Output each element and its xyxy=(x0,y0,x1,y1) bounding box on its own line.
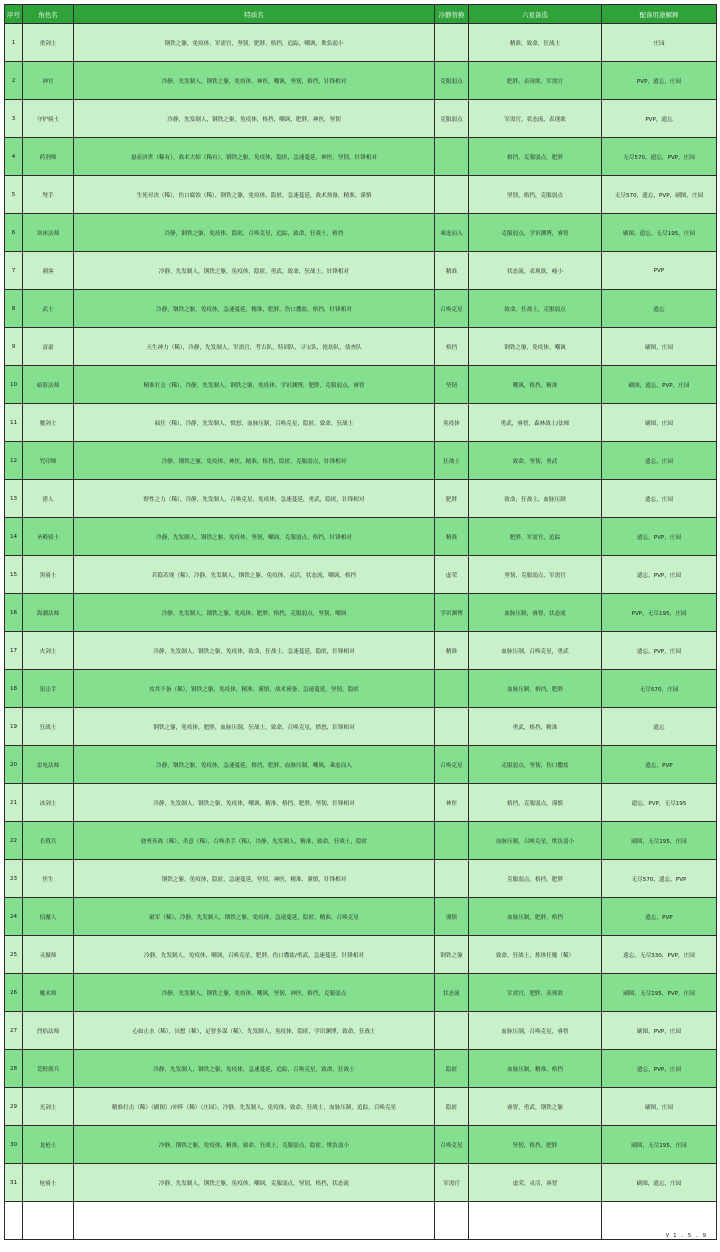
table-row xyxy=(5,936,717,974)
cell-six-backup: 坚韧，格挡，克服弱点 xyxy=(469,176,602,214)
cell-usage: 无尽570，遗忘，PVP，庄园 xyxy=(602,138,717,176)
cell-six-backup: 军需官，状态流，表现欲 xyxy=(469,100,602,138)
cell-six-backup: 格挡，克服弱点，谨慎 xyxy=(469,784,602,822)
cell-role: 长戟兵 xyxy=(23,822,74,860)
table-row xyxy=(5,632,717,670)
cell-cooldown xyxy=(435,138,469,176)
cell-index: 15 xyxy=(5,556,23,594)
table-row xyxy=(5,1164,717,1202)
cell-traits: 冷静，钢铁之躯，免疫体，隐匿，召唤克星，追踪，致命，狂战士，格挡 xyxy=(74,214,435,252)
cell-six-backup: 血脉压制，召唤克星，睿智 xyxy=(469,1012,602,1050)
cell-six-backup: 血脉压制，格挡，肥胖 xyxy=(469,670,602,708)
cell-usage: 遗忘，庄园 xyxy=(602,442,717,480)
header-usage: 配备用途解释 xyxy=(602,5,717,24)
cell-traits: 攻其不备（稀），钢铁之躯，免疫体，精准，谨慎，战术预备，急速蔓延，坚韧，隐匿 xyxy=(74,670,435,708)
table-row xyxy=(5,214,717,252)
cell-usage: 遗忘，PVP xyxy=(602,746,717,784)
cell-traits: 生死对决（稀），伤口腐蚀（稀），钢铁之躯，免疫体，隐匿，急速蔓延，战术预备，精准，谨慎 xyxy=(74,176,435,214)
cell-index: 2 xyxy=(5,62,23,100)
cell-usage: PVP xyxy=(602,252,717,290)
table-row xyxy=(5,24,717,62)
cell-usage: 刷图，无尽195，PVP，庄园 xyxy=(602,974,717,1012)
cell-six-backup: 军需官，肥胖，表现欲 xyxy=(469,974,602,1012)
cell-role: 魔剑士 xyxy=(23,404,74,442)
cell-usage: 刷图，无尽195，庄园 xyxy=(602,1126,717,1164)
cell-cooldown: 坚韧 xyxy=(435,366,469,404)
cell-index: 20 xyxy=(5,746,23,784)
cell-six-backup: 致命，狂战士，炼体狂魔（稀） xyxy=(469,936,602,974)
table-row xyxy=(5,556,717,594)
cell-usage: 刷图，遗忘，庄园 xyxy=(602,1164,717,1202)
table-row xyxy=(5,708,717,746)
cell-index: 4 xyxy=(5,138,23,176)
cell-traits: 冷静，先发制人，免疫体，嘲讽，召唤克星，肥胖，伤口撒盐/勇武，急速蔓延，针锋相对 xyxy=(74,936,435,974)
cell-usage: 刷图，无尽195，庄园 xyxy=(602,822,717,860)
cell-traits: 精准打击（稀）（刷图）/冲阵（稀）（庄园），冷静，先发制人，免疫体，致命，狂战士，血脉压制，追踪，召唤克星 xyxy=(74,1088,435,1126)
cell-usage: 遗忘，PVP，庄园 xyxy=(602,518,717,556)
cell-role: 狂战士 xyxy=(23,708,74,746)
cell-index: 22 xyxy=(5,822,23,860)
cell-usage: 遗忘，PVP，庄园 xyxy=(602,1050,717,1088)
cell-traits: 冷静，钢铁之躯，免疫体，神医，精准，格挡，隐匿，克服弱点，针锋相对 xyxy=(74,442,435,480)
cell-six-backup: 嘲讽，格挡，精准 xyxy=(469,366,602,404)
cell-six-backup: 虚荣，灵活，睿智 xyxy=(469,1164,602,1202)
cell-usage: 遗忘，PVP xyxy=(602,898,717,936)
cell-index: 24 xyxy=(5,898,23,936)
cell-role: 医生 xyxy=(23,860,74,898)
cell-role: 招魔人 xyxy=(23,898,74,936)
cell-usage: 遗忘，PVP，庄园 xyxy=(602,632,717,670)
cell-traits: 冷静，钢铁之躯，免疫体，急速蔓延，格挡，肥胖，血脉压制，嘲讽，乘虚而入 xyxy=(74,746,435,784)
cell-usage: 遗忘，PVP，无尽195 xyxy=(602,784,717,822)
cell-index: 10 xyxy=(5,366,23,404)
cell-six-backup: 肥胖，表现欲，军需官 xyxy=(469,62,602,100)
cell-six-backup: 血脉压制，召唤克星，欺负弱小 xyxy=(469,822,602,860)
table-row xyxy=(5,1088,717,1126)
cell-traits: 冷静，钢铁之躯，免疫体，精准，致命，狂战士，克服弱点，隐匿，欺负弱小 xyxy=(74,1126,435,1164)
cell-role: 灵摄师 xyxy=(23,936,74,974)
table-row xyxy=(5,898,717,936)
blank-row xyxy=(5,1202,717,1240)
cell-role: 魔术师 xyxy=(23,974,74,1012)
cell-traits: 冷静，先发制人，钢铁之躯，免疫体，坚韧，嘲讽，克服弱点，格挡，针锋相对 xyxy=(74,518,435,556)
cell-traits: 破军（稀），冷静，先发制人，钢铁之躯，免疫体，急速蔓延，隐匿，精准，召唤克星 xyxy=(74,898,435,936)
cell-role: 猎人 xyxy=(23,480,74,518)
cell-role: 药剂师 xyxy=(23,138,74,176)
cell-role: 寒冰法师 xyxy=(23,214,74,252)
cell-usage: 刷图，庄园 xyxy=(602,404,717,442)
cell-six-backup: 钢铁之躯，免疫体，嘲讽 xyxy=(469,328,602,366)
cell-role: 冰剑士 xyxy=(23,784,74,822)
cell-index: 19 xyxy=(5,708,23,746)
table-row xyxy=(5,328,717,366)
cell-six-backup: 血脉压制，召唤克星，勇武 xyxy=(469,632,602,670)
cell-index: 9 xyxy=(5,328,23,366)
cell-traits: 天生神力（稀），冷静，先发制人，军需官，考古队，特训队，寻宝队，抢劫队，侦查队 xyxy=(74,328,435,366)
cell-cooldown: 状态流 xyxy=(435,974,469,1012)
cell-usage: 无尽570，庄园 xyxy=(602,670,717,708)
cell-index: 17 xyxy=(5,632,23,670)
header-six-backup: 六星备选 xyxy=(469,5,602,24)
version-label: V1.5.9 xyxy=(602,1202,717,1240)
cell-traits: 悬壶济世（稀有），战术大师（稀有），钢铁之躯，免疫体，隐匿，急速蔓延，神医，坚韧，针锋相对 xyxy=(74,138,435,176)
cell-role: 弩手 xyxy=(23,176,74,214)
cell-index: 7 xyxy=(5,252,23,290)
table-row xyxy=(5,176,717,214)
cell-role: 烈焰法师 xyxy=(23,1012,74,1050)
cell-cooldown: 克服弱点 xyxy=(435,100,469,138)
header-role: 角色名 xyxy=(23,5,74,24)
cell-six-backup: 致命，狂战士，克服弱点 xyxy=(469,290,602,328)
cell-role: 神官 xyxy=(23,62,74,100)
cell-cooldown xyxy=(435,822,469,860)
cell-traits: 钢铁之躯，免疫体，肥胖，血脉压制，狂战士，致命，召唤克星，愤怒，针锋相对 xyxy=(74,708,435,746)
cell-traits: 若隐若现（稀），冷静，先发制人，钢铁之躯，免疫体，灵活，状态流，嘲讽，格挡 xyxy=(74,556,435,594)
cell-six-backup: 肥胖，军需官，追踪 xyxy=(469,518,602,556)
cell-usage: 庄园 xyxy=(602,24,717,62)
cell-six-backup: 克服弱点，学识渊博，睿智 xyxy=(469,214,602,252)
cell-six-backup: 血脉压制，精准，格挡 xyxy=(469,1050,602,1088)
cell-index: 6 xyxy=(5,214,23,252)
cell-six-backup: 克服弱点，格挡，肥胖 xyxy=(469,860,602,898)
cell-usage: 遗忘 xyxy=(602,708,717,746)
table-row xyxy=(5,366,717,404)
cell-role: 荒野佣兵 xyxy=(23,1050,74,1088)
cell-index: 23 xyxy=(5,860,23,898)
cell-usage: PVP，无尽195，庄园 xyxy=(602,594,717,632)
header-traits: 特质名 xyxy=(74,5,435,24)
trait-table xyxy=(4,4,717,1240)
cell-cooldown: 精准 xyxy=(435,252,469,290)
cell-usage: 刷图，庄园 xyxy=(602,1088,717,1126)
table-row xyxy=(5,404,717,442)
cell-index: 29 xyxy=(5,1088,23,1126)
cell-usage: 刷图，遗忘，PVP，庄园 xyxy=(602,366,717,404)
cell-index: 5 xyxy=(5,176,23,214)
cell-six-backup: 精准，致命，狂战士 xyxy=(469,24,602,62)
cell-traits: 野性之力（稀），冷静，先发制人，召唤克星，免疫体，急速蔓延，勇武，隐匿，针锋相对 xyxy=(74,480,435,518)
cell-six-backup: 格挡，克服弱点，肥胖 xyxy=(469,138,602,176)
cell-usage: 无尽570，遗忘，PVP，刷图，庄园 xyxy=(602,176,717,214)
cell-cooldown xyxy=(435,176,469,214)
cell-cooldown: 虚荣 xyxy=(435,556,469,594)
cell-six-backup: 坚韧，克服弱点，军需官 xyxy=(469,556,602,594)
header-index: 序号 xyxy=(5,5,23,24)
cell-six-backup: 血脉压制，睿智，状态流 xyxy=(469,594,602,632)
cell-six-backup: 坚韧，格挡，肥胖 xyxy=(469,1126,602,1164)
cell-six-backup: 睿智，勇武，钢铁之躯 xyxy=(469,1088,602,1126)
cell-traits: 冷静，先发制人，钢铁之躯，免疫体，格挡，嘲讽，肥胖，神医，坚韧 xyxy=(74,100,435,138)
table-row xyxy=(5,62,717,100)
cell-usage: 无尽570，遗忘，PVP xyxy=(602,860,717,898)
table-row xyxy=(5,1050,717,1088)
cell-traits: 冷静，先发制人，钢铁之躯，免疫体，隐匿，勇武，致命，狂战士，针锋相对 xyxy=(74,252,435,290)
table-row xyxy=(5,252,717,290)
table-row xyxy=(5,138,717,176)
cell-role: 雷电法师 xyxy=(23,746,74,784)
table-row xyxy=(5,670,717,708)
cell-role: 光剑士 xyxy=(23,1088,74,1126)
cell-role: 武士 xyxy=(23,290,74,328)
cell-index: 16 xyxy=(5,594,23,632)
cell-cooldown: 精准 xyxy=(435,632,469,670)
cell-cooldown: 召唤克星 xyxy=(435,746,469,784)
cell-cooldown: 召唤克星 xyxy=(435,290,469,328)
table-row xyxy=(5,594,717,632)
cell-cooldown: 免疫体 xyxy=(435,404,469,442)
table-row xyxy=(5,860,717,898)
cell-traits: 骁勇善战（稀），杀意（稀），召唤杀手（稀），冷静，先发制人，精准，致命，狂战士，隐匿 xyxy=(74,822,435,860)
table-row xyxy=(5,1012,717,1050)
table-row xyxy=(5,290,717,328)
cell-index: 3 xyxy=(5,100,23,138)
cell-cooldown: 军需官 xyxy=(435,1164,469,1202)
cell-cooldown: 格挡 xyxy=(435,328,469,366)
cell-role: 龙枪士 xyxy=(23,1126,74,1164)
cell-traits: 心如止水（稀），冥想（稀），足智多谋（稀），先发制人，免疫体，隐匿，学识渊博，致命，狂战士 xyxy=(74,1012,435,1050)
cell-traits: 冷静，先发制人，钢铁之躯，免疫体，嘲讽，克服弱点，坚韧，格挡，状态流 xyxy=(74,1164,435,1202)
cell-traits: 冷静，先发制人，钢铁之躯，免疫体，致命，狂战士，急速蔓延，隐匿，针锋相对 xyxy=(74,632,435,670)
table-row xyxy=(5,518,717,556)
cell-cooldown: 隐匿 xyxy=(435,1088,469,1126)
cell-role: 火剑士 xyxy=(23,632,74,670)
cell-index: 1 xyxy=(5,24,23,62)
cell-cooldown xyxy=(435,670,469,708)
cell-usage: PVP，遗忘，庄园 xyxy=(602,62,717,100)
cell-index: 13 xyxy=(5,480,23,518)
cell-six-backup: 致命，坚韧，勇武 xyxy=(469,442,602,480)
cell-role: 狙击手 xyxy=(23,670,74,708)
cell-index: 31 xyxy=(5,1164,23,1202)
cell-usage: 刷图，PVP，庄园 xyxy=(602,1012,717,1050)
cell-role: 富豪 xyxy=(23,328,74,366)
cell-index: 14 xyxy=(5,518,23,556)
cell-cooldown: 乘虚而入 xyxy=(435,214,469,252)
cell-role: 暗影法师 xyxy=(23,366,74,404)
cell-cooldown xyxy=(435,24,469,62)
cell-traits: 钢铁之躯，免疫体，军需官，坚韧，肥胖，格挡，追踪，嘲讽，欺负弱小 xyxy=(74,24,435,62)
table-row xyxy=(5,480,717,518)
cell-usage: 刷图，遗忘，无尽195，庄园 xyxy=(602,214,717,252)
cell-index: 26 xyxy=(5,974,23,1012)
cell-usage: 遗忘，庄园 xyxy=(602,480,717,518)
table-body xyxy=(5,24,717,1240)
cell-six-backup: 克服弱点，坚韧，伤口撒盐 xyxy=(469,746,602,784)
cell-cooldown xyxy=(435,1012,469,1050)
table-row xyxy=(5,100,717,138)
cell-cooldown: 隐匿 xyxy=(435,1050,469,1088)
cell-traits: 冷静，先发制人，钢铁之躯，免疫体，急速蔓延，追踪，召唤克星，致命，狂战士 xyxy=(74,1050,435,1088)
cell-traits: 疯狂（稀），冷静，先发制人，愤怒，血脉压制，召唤克星，隐匿，致命，狂战士 xyxy=(74,404,435,442)
cell-usage: 刷图，庄园 xyxy=(602,328,717,366)
cell-traits: 冷静，钢铁之躯，免疫体，急速蔓延，精准，肥胖，伤口撒盐，格挡，针锋相对 xyxy=(74,290,435,328)
cell-traits: 冷静，先发制人，钢铁之躯，免疫体，肥胖，格挡，克服弱点，坚韧，嘲讽 xyxy=(74,594,435,632)
cell-cooldown: 狂战士 xyxy=(435,442,469,480)
cell-six-backup: 勇武，格挡，精准 xyxy=(469,708,602,746)
cell-traits: 冷静，先发制人，钢铁之躯，免疫体，嘲讽，坚韧，神医，格挡，克服弱点 xyxy=(74,974,435,1012)
cell-index: 11 xyxy=(5,404,23,442)
cell-six-backup: 状态流，表现欲，瘦小 xyxy=(469,252,602,290)
cell-role: 圣殿骑士 xyxy=(23,518,74,556)
table-row xyxy=(5,442,717,480)
cell-cooldown: 神医 xyxy=(435,784,469,822)
cell-cooldown: 精准 xyxy=(435,518,469,556)
cell-index: 12 xyxy=(5,442,23,480)
table-row xyxy=(5,784,717,822)
cell-traits: 冷静，先发制人，钢铁之躯，免疫体，嘲讽，精准，格挡，肥胖，坚韧，针锋相对 xyxy=(74,784,435,822)
cell-index: 8 xyxy=(5,290,23,328)
cell-role: 刺客 xyxy=(23,252,74,290)
cell-traits: 钢铁之躯，免疫体，隐匿，急速蔓延，坚韧，神医，精准，谨慎，针锋相对 xyxy=(74,860,435,898)
table-row xyxy=(5,822,717,860)
cell-six-backup: 血脉压制，肥胖，格挡 xyxy=(469,898,602,936)
cell-usage: 遗忘 xyxy=(602,290,717,328)
cell-role: 枪骑士 xyxy=(23,1164,74,1202)
cell-usage: 遗忘，无尽330，PVP，庄园 xyxy=(602,936,717,974)
cell-role: 守护骑士 xyxy=(23,100,74,138)
cell-index: 27 xyxy=(5,1012,23,1050)
cell-traits: 精准打击（稀），冷静，先发制人，钢铁之躯，免疫体，学识渊博，肥胖，克服弱点，睿智 xyxy=(74,366,435,404)
cell-cooldown: 学识渊博 xyxy=(435,594,469,632)
cell-cooldown xyxy=(435,708,469,746)
cell-cooldown: 克服弱点 xyxy=(435,62,469,100)
cell-cooldown xyxy=(435,860,469,898)
cell-role: 黑骑士 xyxy=(23,556,74,594)
cell-six-backup: 勇武，睿智，森林战士/法师 xyxy=(469,404,602,442)
cell-index: 21 xyxy=(5,784,23,822)
cell-cooldown: 谨慎 xyxy=(435,898,469,936)
cell-six-backup: 致命，狂战士，血脉压制 xyxy=(469,480,602,518)
cell-cooldown: 召唤克星 xyxy=(435,1126,469,1164)
cell-usage: 遗忘，PVP，庄园 xyxy=(602,556,717,594)
cell-index: 25 xyxy=(5,936,23,974)
cell-cooldown: 钢铁之躯 xyxy=(435,936,469,974)
table-row xyxy=(5,1126,717,1164)
cell-role: 咒印师 xyxy=(23,442,74,480)
table-header xyxy=(5,5,717,24)
cell-role: 重剑士 xyxy=(23,24,74,62)
header-cooldown: 冷静替换 xyxy=(435,5,469,24)
table-row xyxy=(5,974,717,1012)
cell-index: 18 xyxy=(5,670,23,708)
cell-index: 28 xyxy=(5,1050,23,1088)
cell-cooldown: 肥胖 xyxy=(435,480,469,518)
cell-usage: PVP，遗忘 xyxy=(602,100,717,138)
cell-role: 海潮法师 xyxy=(23,594,74,632)
cell-traits: 冷静，先发制人，钢铁之躯，免疫体，神医，嘲讽，坚韧，格挡，针锋相对 xyxy=(74,62,435,100)
cell-index: 30 xyxy=(5,1126,23,1164)
table-row xyxy=(5,746,717,784)
